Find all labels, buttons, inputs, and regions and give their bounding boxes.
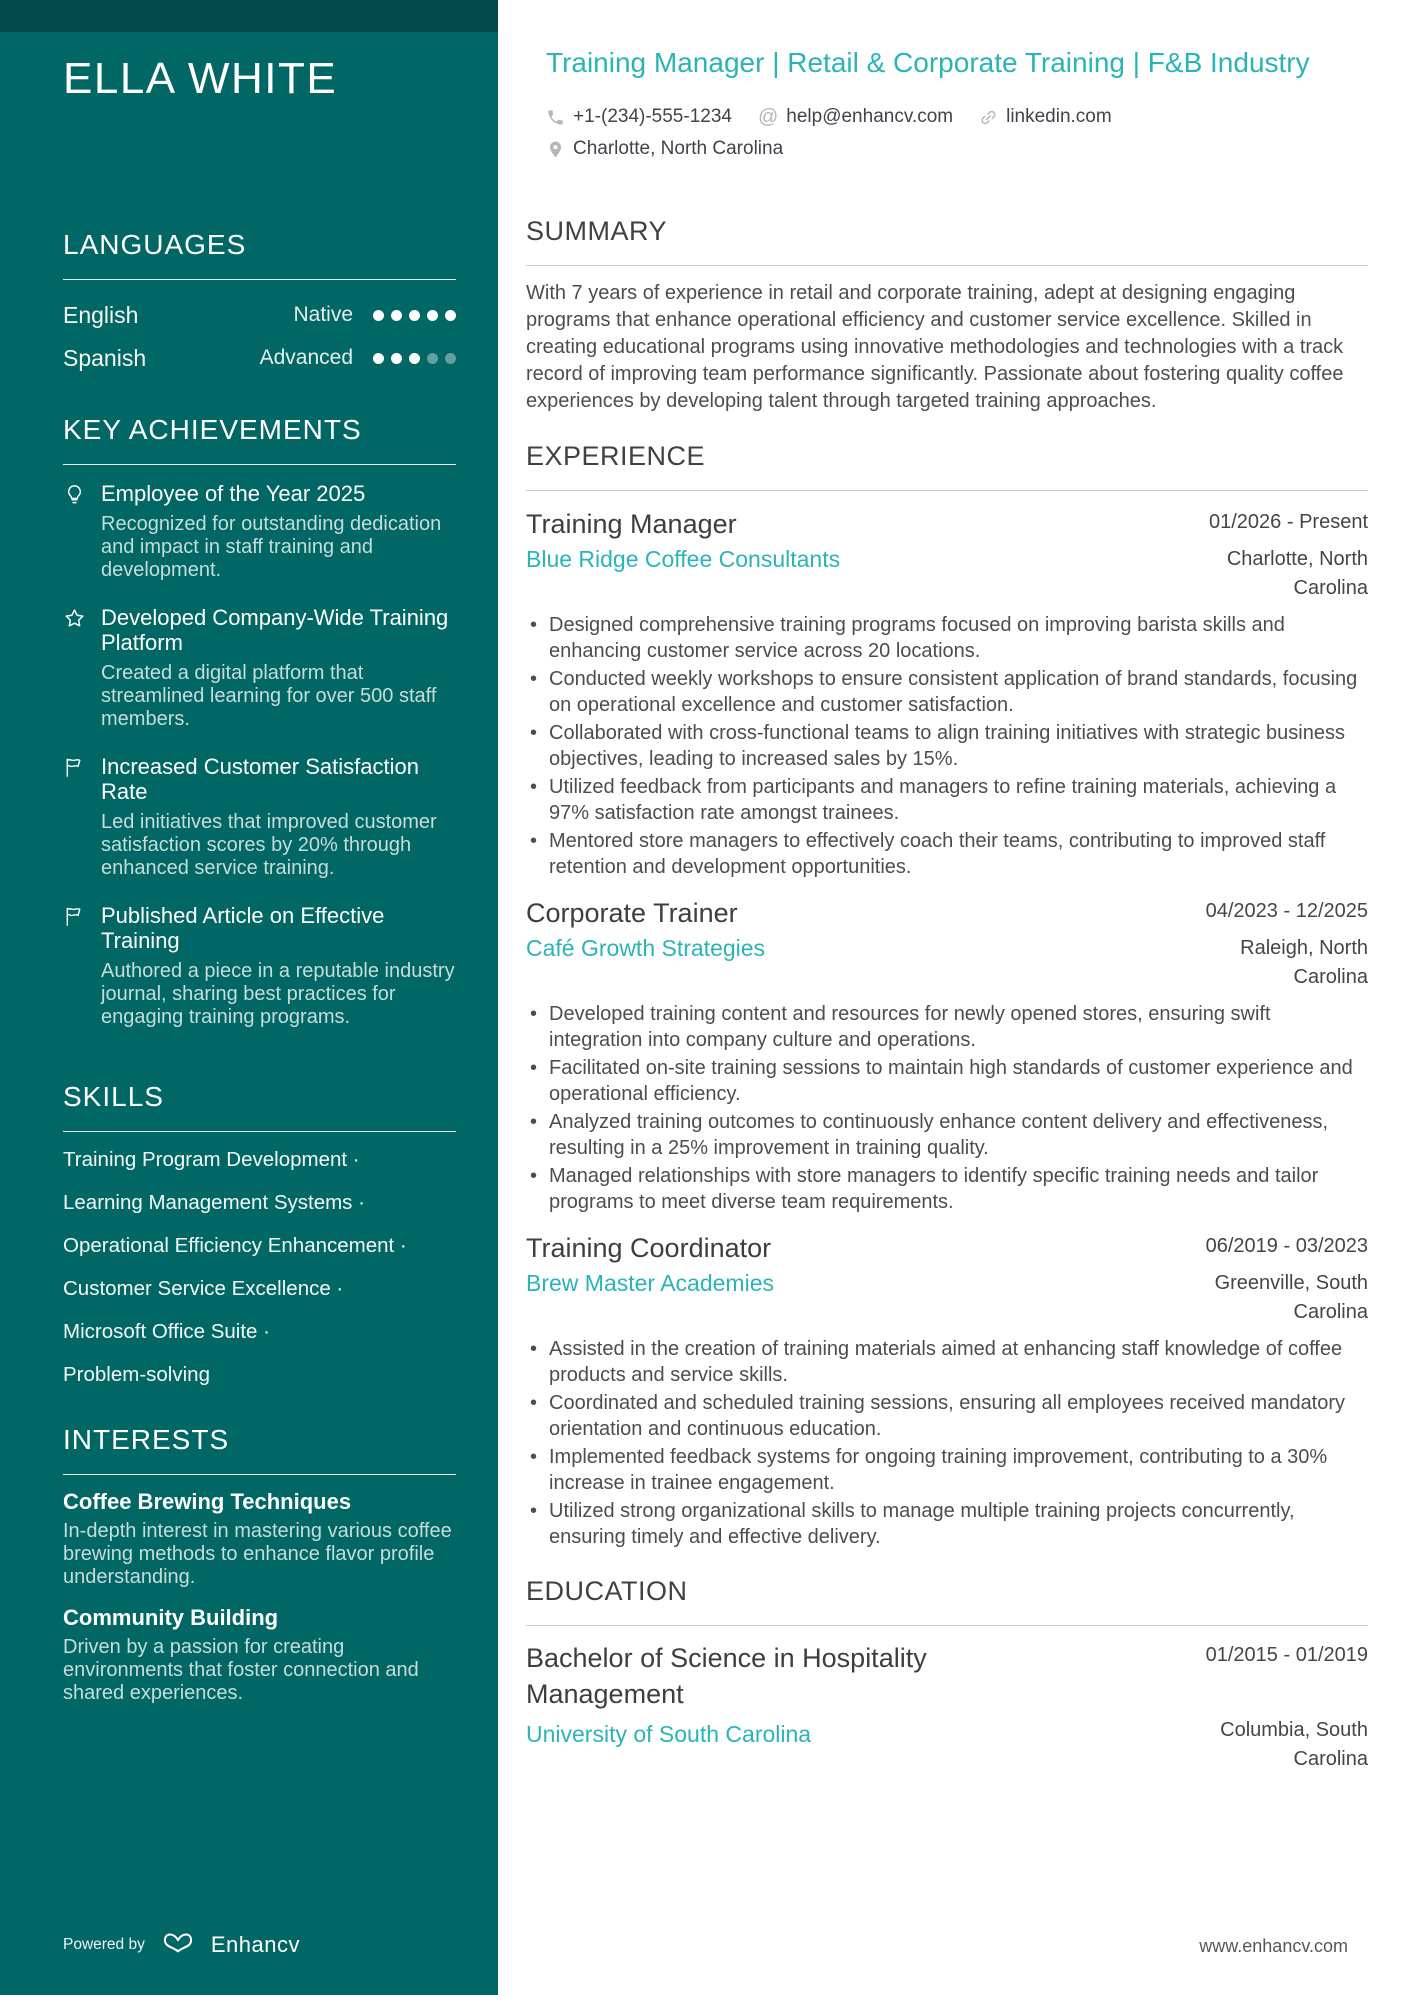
job-entry [526,1231,1368,1550]
skill-item: Microsoft Office Suite · [63,1319,270,1343]
summary-text: With 7 years of experience in retail and corporate training, adept at designing engaging programs that enhance operational efficiency and customer service excellence. Skilled in creating educational programs using innovative methodologies and technologies with a track record of improving team performance significantly. Passionate about fostering quality coffee experiences by developing talent through targeted training approaches. [526,282,1344,412]
flag-icon [63,905,86,928]
section-divider [63,1131,456,1132]
job-company: Brew Master Academies [526,1270,774,1296]
contact-info [546,104,1368,162]
education-section [526,1576,1368,1774]
degree-title: Bachelor of Science in Hospitality Management [526,1643,927,1709]
location-item [546,136,783,162]
job-location: Raleigh, North Carolina [1240,937,1368,988]
link-item[interactable] [979,104,1112,130]
summary-heading: SUMMARY [526,216,668,246]
language-row [63,294,456,337]
education-entry [526,1640,1368,1774]
interest-description: Driven by a passion for creating environments that foster connection and shared experiences. [63,1635,419,1704]
location-pin-icon [546,140,565,159]
achievement-title: Employee of the Year 2025 [101,480,366,506]
job-entry [526,507,1368,880]
section-divider [63,1474,456,1475]
experience-section [526,441,1368,1550]
contact-row [546,136,1368,162]
brand-name: Enhancv [210,1931,300,1957]
link-url[interactable]: linkedin.com [1006,106,1112,127]
email-item[interactable] [758,104,953,130]
job-location: Greenville, South Carolina [1214,1272,1368,1323]
achievement-item [63,605,456,731]
experience-heading: EXPERIENCE [526,441,706,471]
skills-section [63,1081,456,1386]
powered-by-footer [63,1928,300,1961]
sidebar [0,0,498,1995]
job-bullet: • Mentored store managers to effectively coach their teams, contributing to improved staff retention and development opportunities. [526,829,1368,880]
email-address[interactable]: help@enhancv.com [786,106,954,127]
key-achievements-heading: KEY ACHIEVEMENTS [63,413,362,445]
job-bullet: • Analyzed training outcomes to continuously enhance content delivery and effectiveness, resulting in a 25% improvement in training quality. [526,1110,1368,1161]
proficiency-dot-filled [373,310,384,321]
proficiency-dot-filled [373,353,384,364]
key-achievements-section [63,414,456,1029]
interest-title: Coffee Brewing Techniques [63,1488,352,1514]
language-level: Native [293,303,353,327]
job-dates: 06/2019 - 03/2023 [1205,1235,1368,1257]
languages-list [63,294,456,380]
achievement-title: Published Article on Effective Training [101,902,385,953]
skill-item: Learning Management Systems · [63,1190,365,1214]
job-bullet: • Utilized feedback from participants and managers to refine training materials, achieving a 97% satisfaction rate amongst trainees. [526,775,1368,826]
enhancv-logo-icon [157,1928,199,1961]
at-icon: @ [757,106,779,128]
candidate-name: ELLA WHITE [63,54,338,103]
summary-section [526,216,1368,415]
main-column [498,0,1410,1995]
flag-icon [63,756,86,779]
skill-item: Training Program Development · [63,1147,360,1171]
phone-number: +1-(234)-555-1234 [573,106,732,127]
interest-item [63,1605,456,1705]
skills-heading: SKILLS [63,1080,164,1112]
job-bullet: • Coordinated and scheduled training sessions, ensuring all employees received mandatory orientation and continuous education. [526,1391,1368,1442]
achievement-description: Created a digital platform that streamlined learning for over 500 staff members. [101,661,437,730]
interest-title: Community Building [63,1604,279,1630]
proficiency-dot-filled [391,310,402,321]
job-bullet: • Conducted weekly workshops to ensure consistent application of brand standards, focusing on operational excellence and customer satisfaction. [526,667,1368,718]
languages-section [63,229,456,380]
proficiency-dot-filled [427,310,438,321]
achievement-title: Increased Customer Satisfaction Rate [101,753,419,804]
achievement-item [63,481,456,582]
language-level: Advanced [259,346,353,370]
achievement-item [63,903,456,1029]
section-divider [526,265,1368,266]
link-icon [979,108,998,127]
interest-item [63,1489,456,1589]
education-dates: 01/2015 - 01/2019 [1205,1644,1368,1666]
skills-list [63,1148,456,1386]
skill-item: Operational Efficiency Enhancement · [63,1233,407,1257]
header [526,44,1368,162]
jobs-list [526,507,1368,1550]
languages-heading: LANGUAGES [63,228,247,260]
language-row [63,337,456,380]
job-company: Café Growth Strategies [526,935,766,961]
achievement-description: Authored a piece in a reputable industry journal, sharing best practices for engaging training programs. [101,959,455,1028]
language-name: English [63,301,139,328]
job-entry [526,896,1368,1215]
job-bullets [526,1002,1368,1215]
phone-item [546,104,732,130]
proficiency-dot-filled [391,353,402,364]
language-name: Spanish [63,344,147,371]
powered-by-label: Powered by [63,1935,145,1953]
language-proficiency-dots [373,310,456,321]
job-title: Training Manager [526,509,737,539]
skill-item: Problem-solving [63,1362,210,1386]
star-icon [63,607,86,630]
interests-section [63,1424,456,1705]
proficiency-dot-empty [445,353,456,364]
language-proficiency-dots [373,353,456,364]
section-divider [526,1625,1368,1626]
interests-heading: INTERESTS [63,1423,230,1455]
interest-description: In-depth interest in mastering various coffee brewing methods to enhance flavor profile understanding. [63,1519,452,1588]
proficiency-dot-filled [409,310,420,321]
job-title: Corporate Trainer [526,898,738,928]
job-bullet: • Managed relationships with store managers to identify specific training needs and tailor programs to meet diverse team requirements. [526,1164,1368,1215]
job-bullet: • Assisted in the creation of training materials aimed at enhancing staff knowledge of coffee products and service skills. [526,1337,1368,1388]
job-title: Training Coordinator [526,1233,772,1263]
proficiency-dot-filled [445,310,456,321]
job-bullet: • Collaborated with cross-functional teams to align training initiatives with strategic business objectives, leading to increased sales by 15%. [526,721,1368,772]
skill-item: Customer Service Excellence · [63,1276,344,1300]
school-location: Columbia, South Carolina [1220,1719,1368,1770]
location-text: Charlotte, North Carolina [573,138,784,159]
job-bullets [526,613,1368,880]
achievement-item [63,754,456,880]
school-name: University of South Carolina [526,1721,812,1747]
job-location: Charlotte, North Carolina [1226,548,1368,599]
achievements-list [63,481,456,1029]
website-footer[interactable]: www.enhancv.com [1199,1936,1348,1956]
education-heading: EDUCATION [526,1576,688,1606]
achievement-description: Recognized for outstanding dedication and impact in staff training and development. [101,512,442,581]
job-bullet: • Designed comprehensive training programs focused on improving barista skills and enhancing customer service across 20 locations. [526,613,1368,664]
headline-title: Training Manager | Retail & Corporate Training | F&B Industry [546,47,1310,78]
job-bullet: • Facilitated on-site training sessions to maintain high standards of customer experience and operational efficiency. [526,1056,1368,1107]
job-dates: 01/2026 - Present [1209,511,1368,533]
job-company: Blue Ridge Coffee Consultants [526,546,841,572]
contact-row [546,104,1368,130]
job-dates: 04/2023 - 12/2025 [1205,900,1368,922]
section-divider [526,490,1368,491]
job-bullet: • Utilized strong organizational skills to manage multiple training projects concurrently, ensuring timely and effective delivery. [526,1499,1368,1550]
top-accent-bar [0,0,498,32]
lightbulb-icon [63,483,86,506]
interests-list [63,1489,456,1705]
proficiency-dot-empty [427,353,438,364]
phone-icon [546,108,565,127]
section-divider [63,464,456,465]
job-bullets [526,1337,1368,1550]
proficiency-dot-filled [409,353,420,364]
job-bullet: • Implemented feedback systems for ongoing training improvement, contributing to a 30% increase in trainee engagement. [526,1445,1368,1496]
job-bullet: • Developed training content and resources for newly opened stores, ensuring swift integration into company culture and operations. [526,1002,1368,1053]
section-divider [63,279,456,280]
achievement-title: Developed Company-Wide Training Platform [101,604,449,655]
achievement-description: Led initiatives that improved customer satisfaction scores by 20% through enhanced service training. [101,810,437,879]
